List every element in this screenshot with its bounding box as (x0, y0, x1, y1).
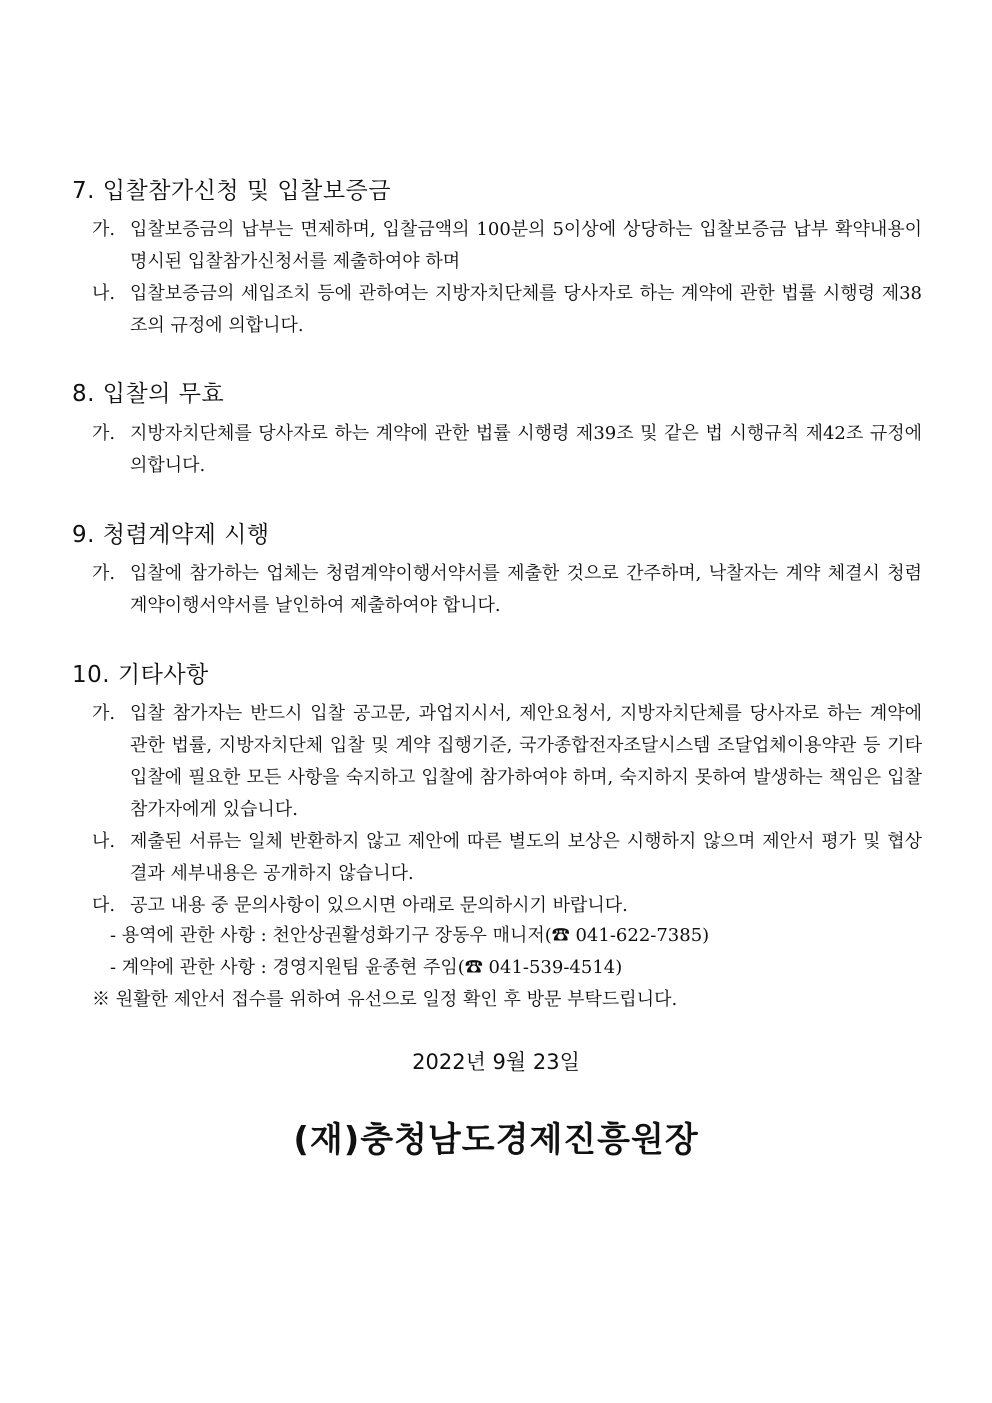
section-10-item-na (92, 826, 922, 890)
item-marker: 가. (92, 703, 116, 724)
section-9-item-ga (92, 558, 922, 622)
item-marker: 가. (92, 563, 116, 584)
section-9-title: 9. 청렴계약제 시행 (72, 522, 270, 548)
contact-line-contract: - 계약에 관한 사항 : 경영지원팀 윤종현 주임(☎ 041-539-4514) (110, 957, 623, 978)
item-text: 입찰보증금의 세입조치 등에 관하여는 지방자치단체를 당사자로 하는 계약에 관한 법률 시행령 제38조의 규정에 의합니다. (130, 283, 922, 336)
section-10-item-da (92, 890, 922, 922)
section-7-item-ga (92, 214, 922, 278)
item-marker: 가. (92, 219, 116, 240)
item-text: 입찰 참가자는 반드시 입찰 공고문, 과업지시서, 제안요청서, 지방자치단체를 당사자로 하는 계약에 관한 법률, 지방자치단체 입찰 및 계약 집행기준, 국가종합전자조달시스템 조달업체이용약관 등 기타 입찰에 필요한 모든 사항을 숙지하고 입찰에 참가하여야 하며, 숙지하지 못하여 발생하는 책임은 입찰참가자에게 있습니다. (130, 703, 922, 820)
issue-date: 2022년 9월 23일 (412, 1050, 580, 1074)
issuing-organization: (재)충청남도경제진흥원장 (293, 1120, 699, 1160)
section-7-item-na (92, 278, 922, 342)
section-10-title: 10. 기타사항 (72, 662, 209, 688)
section-8-title: 8. 입찰의 무효 (72, 381, 225, 407)
item-text: 제출된 서류는 일체 반환하지 않고 제안에 따른 별도의 보상은 시행하지 않으며 제안서 평가 및 협상결과 세부내용은 공개하지 않습니다. (130, 831, 922, 884)
item-text: 지방자치단체를 당사자로 하는 계약에 관한 법률 시행령 제39조 및 같은 법 시행규칙 제42조 규정에 의합니다. (130, 423, 922, 476)
item-marker: 가. (92, 423, 116, 444)
section-8-item-ga (92, 418, 922, 482)
item-text: 입찰에 참가하는 업체는 청렴계약이행서약서를 제출한 것으로 간주하며, 낙찰자는 계약 체결시 청렴계약이행서약서를 날인하여 제출하여야 합니다. (130, 563, 922, 616)
section-7-title: 7. 입찰참가신청 및 입찰보증금 (72, 178, 391, 204)
item-marker: 나. (92, 831, 116, 852)
item-marker: 나. (92, 283, 116, 304)
item-text: 공고 내용 중 문의사항이 있으시면 아래로 문의하시기 바랍니다. (130, 895, 628, 916)
item-text: 입찰보증금의 납부는 면제하며, 입찰금액의 100분의 5이상에 상당하는 입찰보증금 납부 확약내용이 명시된 입찰참가신청서를 제출하여야 하며 (130, 219, 922, 272)
item-marker: 다. (92, 895, 116, 916)
contact-line-service: - 용역에 관한 사항 : 천안상권활성화기구 장동우 매니저(☎ 041-622-7385) (110, 925, 710, 946)
section-10-item-ga (92, 698, 922, 826)
visit-note: ※ 원활한 제안서 접수를 위하여 유선으로 일정 확인 후 방문 부탁드립니다. (92, 989, 678, 1010)
